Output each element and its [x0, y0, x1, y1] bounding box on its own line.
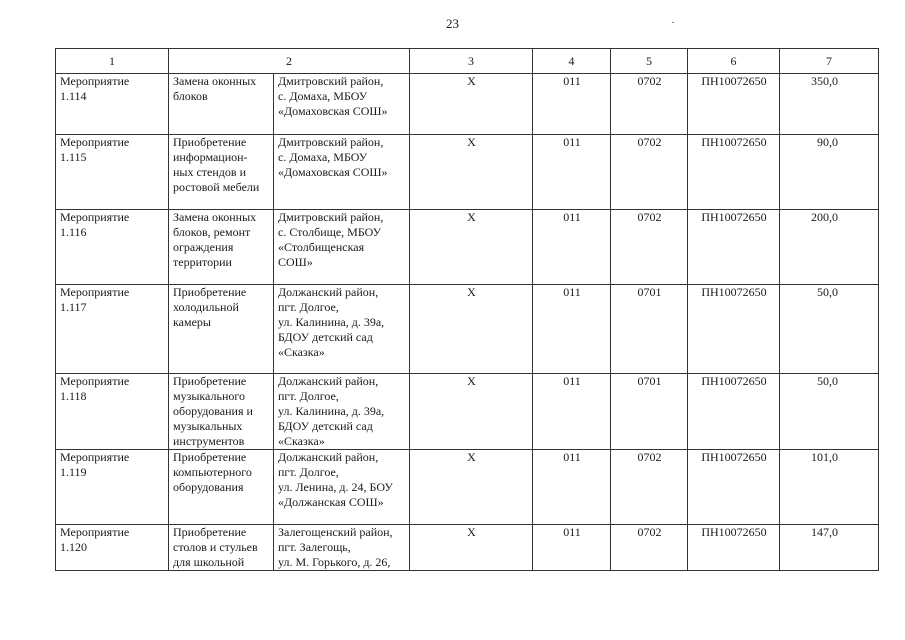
col3-cell: X [410, 285, 533, 374]
col6-cell: ПН10072650 [688, 525, 780, 571]
measure-id-cell: Мероприятие 1.116 [56, 210, 169, 285]
measure-name-cell: Замена оконных блоков [169, 74, 274, 135]
measure-id-cell: Мероприятие 1.115 [56, 135, 169, 210]
table-row [56, 135, 879, 210]
col4-cell: 011 [533, 374, 611, 450]
col6-cell: ПН10072650 [688, 135, 780, 210]
page-number: 23 [446, 16, 459, 31]
measure-id-cell: Мероприятие 1.119 [56, 450, 169, 525]
col4-cell: 011 [533, 74, 611, 135]
measure-name-cell: Приобретение холодильной камеры [169, 285, 274, 374]
col3-cell: X [410, 74, 533, 135]
measure-location-cell: Дмитровский район, с. Столбище, МБОУ «Столбищенская СОШ» [274, 210, 410, 285]
table-row [56, 74, 879, 135]
col5-cell: 0702 [611, 210, 688, 285]
col6-cell: ПН10072650 [688, 74, 780, 135]
col7-cell: 50,0 [780, 285, 879, 374]
header-cell-4: 4 [533, 49, 611, 74]
header-cell-1: 1 [56, 49, 169, 74]
measure-location-cell: Залегощенский район, пгт. Залегощь, ул. М. Горького, д. 26, [274, 525, 410, 571]
measure-id-cell: Мероприятие 1.114 [56, 74, 169, 135]
measure-location-cell: Должанский район, пгт. Долгое, ул. Калинина, д. 39а, БДОУ детский сад «Сказка» [274, 374, 410, 450]
col3-cell: X [410, 135, 533, 210]
measure-name-cell: Приобретение столов и стульев для школьной [169, 525, 274, 571]
measure-location-cell: Дмитровский район, с. Домаха, МБОУ «Домаховская СОШ» [274, 135, 410, 210]
col5-cell: 0702 [611, 450, 688, 525]
header-cell-3: 3 [410, 49, 533, 74]
measure-id-cell: Мероприятие 1.120 [56, 525, 169, 571]
col4-cell: 011 [533, 525, 611, 571]
header-cell-6: 6 [688, 49, 780, 74]
table-row [56, 210, 879, 285]
col5-cell: 0702 [611, 525, 688, 571]
col6-cell: ПН10072650 [688, 450, 780, 525]
table-header-row [56, 49, 879, 74]
col5-cell: 0701 [611, 285, 688, 374]
col4-cell: 011 [533, 210, 611, 285]
col6-cell: ПН10072650 [688, 374, 780, 450]
table-row [56, 374, 879, 450]
header-cell-7: 7 [780, 49, 879, 74]
scan-speck [672, 22, 674, 23]
col4-cell: 011 [533, 135, 611, 210]
col7-cell: 147,0 [780, 525, 879, 571]
col5-cell: 0702 [611, 135, 688, 210]
col7-cell: 350,0 [780, 74, 879, 135]
measure-id-cell: Мероприятие 1.118 [56, 374, 169, 450]
col5-cell: 0701 [611, 374, 688, 450]
measure-name-cell: Приобретение информацион- ных стендов и ростовой мебели [169, 135, 274, 210]
measure-location-cell: Должанский район, пгт. Долгое, ул. Калинина, д. 39а, БДОУ детский сад «Сказка» [274, 285, 410, 374]
col3-cell: X [410, 374, 533, 450]
col3-cell: X [410, 450, 533, 525]
col3-cell: X [410, 525, 533, 571]
budget-table [55, 48, 879, 571]
col7-cell: 50,0 [780, 374, 879, 450]
measure-name-cell: Приобретение музыкального оборудования и музыкальных инструментов [169, 374, 274, 450]
col4-cell: 011 [533, 285, 611, 374]
col4-cell: 011 [533, 450, 611, 525]
header-cell-2: 2 [169, 49, 410, 74]
measure-name-cell: Замена оконных блоков, ремонт ограждения территории [169, 210, 274, 285]
col6-cell: ПН10072650 [688, 285, 780, 374]
col7-cell: 101,0 [780, 450, 879, 525]
header-cell-5: 5 [611, 49, 688, 74]
measure-id-cell: Мероприятие 1.117 [56, 285, 169, 374]
table-row [56, 450, 879, 525]
measure-location-cell: Дмитровский район, с. Домаха, МБОУ «Домаховская СОШ» [274, 74, 410, 135]
col5-cell: 0702 [611, 74, 688, 135]
col6-cell: ПН10072650 [688, 210, 780, 285]
col7-cell: 90,0 [780, 135, 879, 210]
table-row [56, 285, 879, 374]
measure-location-cell: Должанский район, пгт. Долгое, ул. Ленина, д. 24, БОУ «Должанская СОШ» [274, 450, 410, 525]
measure-name-cell: Приобретение компьютерного оборудования [169, 450, 274, 525]
table-row [56, 525, 879, 571]
col7-cell: 200,0 [780, 210, 879, 285]
col3-cell: X [410, 210, 533, 285]
